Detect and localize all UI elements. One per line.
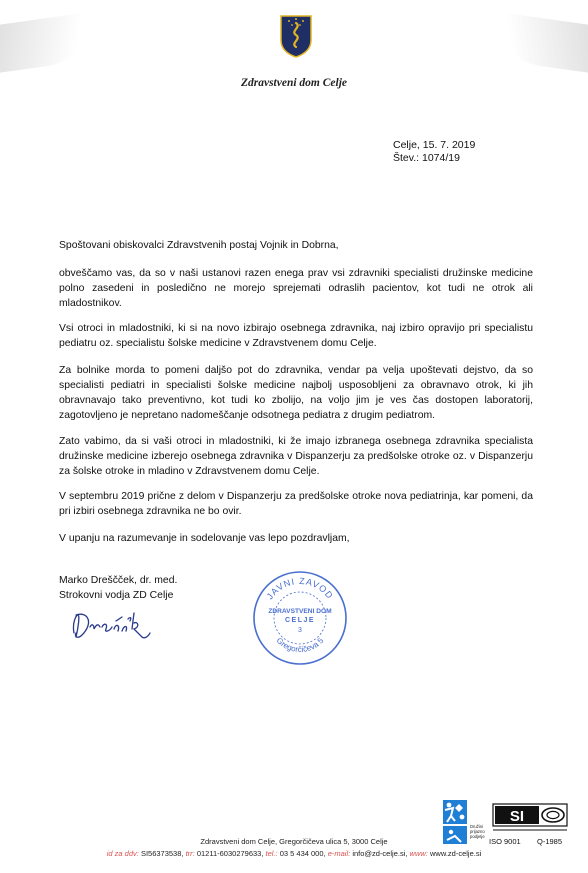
letter-paragraph: obveščamo vas, da so v naši ustanovi razen enega prav vsi zdravniki specialisti družinske medicine polno zasedeni in posledično ne morejo sprejemati odraslih pacientov, kot tudi ne otrok ali mladostnikov.	[59, 268, 533, 309]
signatory-name: Marko Dreščček, dr. med.	[59, 575, 178, 586]
q-number-label: Q-1985	[537, 837, 563, 846]
stamp-line2: CELJE	[284, 617, 316, 624]
vat-value: SI56373538,	[140, 849, 184, 858]
svg-text:Gregorčičeva 5	[275, 636, 326, 654]
stamp-number: 3	[298, 627, 302, 634]
trr-value: 01211-6030279633,	[196, 849, 264, 858]
iso-label: ISO 9001	[489, 837, 521, 846]
letter-date: Celje, 15. 7. 2019	[393, 139, 476, 151]
tel-label: tel.:	[265, 849, 278, 858]
tel-value: 03 5 434 000,	[279, 849, 326, 858]
stamp-top-text: JAVNI ZAVOD	[264, 575, 336, 602]
vat-label: id za ddv:	[106, 849, 139, 858]
web-label: www:	[409, 849, 428, 858]
footer-contacts	[0, 849, 588, 858]
signatory-role: Strokovni vodja ZD Celje	[59, 590, 174, 601]
letter-greeting: Spoštovani obiskovalci Zdravstvenih postaj Vojnik in Dobrna,	[59, 240, 339, 251]
family-friendly-icon	[443, 800, 467, 824]
logo-emblem	[279, 14, 313, 58]
letter-closing: V upanju na razumevanje in sodelovanje vas lepo pozdravljam,	[59, 533, 350, 544]
family-friendly-label: Družini prijazno podjetje	[470, 824, 485, 839]
website-link[interactable]: www.zd-celje.si	[429, 849, 482, 858]
header-decoration-right	[493, 11, 588, 72]
si-quality-mark	[493, 804, 567, 830]
stamp-line1: ZDRAVSTVENI DOM	[268, 608, 332, 615]
si-mark-text: SI	[509, 808, 525, 825]
footer-address: Zdravstveni dom Celje, Gregorčičeva ulica 5, 3000 Celje	[200, 837, 388, 846]
letter-paragraph: Za bolnike morda to pomeni daljšo pot do zdravnika, vendar pa velja upoštevati dejstvo, da so specialisti pediatri in specialisti šolske medicine najbolj usposobljeni za obravnavo otrok, ki jih obravnavajo tako preventivno, kot tudi ko zbolijo, na voljo jim je ves čas dostopen laboratorij, zagotovljeno je nepretano nadomeščanje odsotnega pediatra z drugim pediatrom.	[59, 365, 533, 421]
organization-name: Zdravstveni dom Celje	[240, 77, 348, 89]
handwritten-signature	[68, 603, 168, 645]
letter-paragraph: V septembru 2019 prične z delom v Dispanzerju za predšolske otroke nova pediatrinja, kar pomeni, da pri izbiri osebnega zdravnika ne bo ovir.	[59, 491, 533, 517]
trr-label: trr:	[185, 849, 195, 858]
letter-paragraph: Zato vabimo, da si vaši otroci in mladostniki, ki že imajo izbranega osebnega zdravnika specialista družinske medicine izberejo osebnega zdravnika v Dispanzerju za predšolske otroke oz. v Dispanzerju za šolske otroke in mladino v Zdravstvenem domu Celje.	[59, 436, 533, 477]
header-decoration-left	[0, 11, 95, 72]
letter-paragraph: Vsi otroci in mladostniki, ki si na novo izbirajo osebnega zdravnika, naj izbiro opravijo pri specialistu pediatru oz. specialistu šolske medicine v Zdravstvenem domu Celje.	[59, 323, 533, 349]
email-label: e-mail:	[327, 849, 351, 858]
stamp-bottom-text: Gregorčičeva 5	[274, 635, 326, 655]
letter-reference-number: Štev.: 1074/19	[393, 152, 460, 164]
official-stamp	[251, 569, 349, 667]
email-link[interactable]: info@zd-celje.si,	[352, 849, 408, 858]
